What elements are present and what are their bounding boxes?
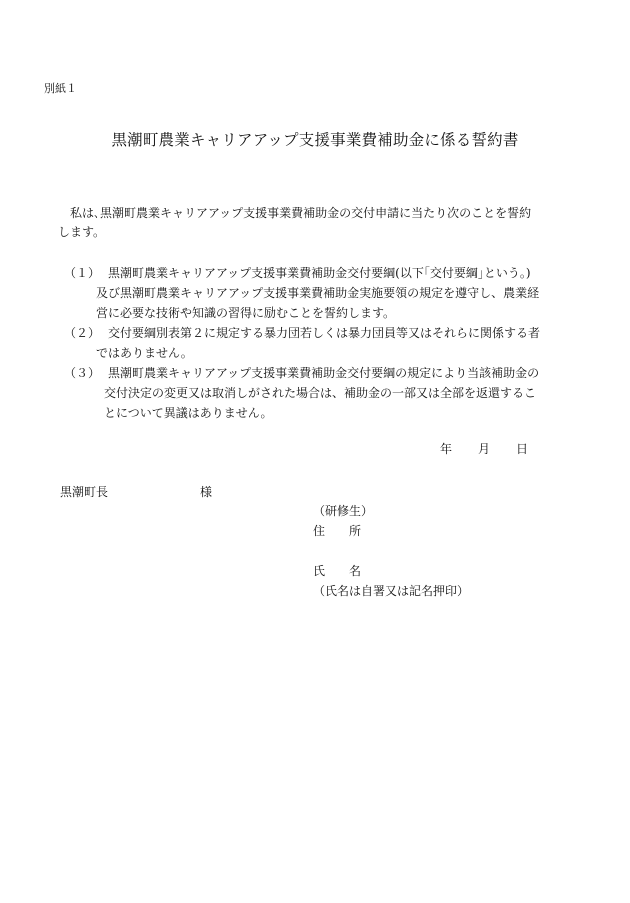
date-year-label: 年 bbox=[440, 442, 453, 456]
item-line: 営に必要な技術や知識の習得に励むことを誓約します。 bbox=[96, 306, 396, 320]
item-line: 交付要綱別表第２に規定する暴力団若しくは暴力団員等又はそれらに関係する者 bbox=[108, 326, 541, 340]
item-line: とについて異議はありません。 bbox=[104, 406, 273, 420]
item-line: 黒潮町農業キャリアアップ支援事業費補助金交付要綱(以下｢交付要綱｣という。) bbox=[108, 266, 531, 280]
name-label: 氏 名 bbox=[313, 564, 362, 578]
item-line: ではありません。 bbox=[96, 346, 193, 360]
date-day-label: 日 bbox=[516, 442, 529, 456]
addressee-name: 黒潮町長 bbox=[60, 485, 109, 499]
intro-line: 私は､黒潮町農業キャリアアップ支援事業費補助金の交付申請に当たり次のことを誓約 bbox=[70, 206, 532, 220]
document-title: 黒潮町農業キャリアアップ支援事業費補助金に係る誓約書 bbox=[111, 131, 519, 149]
item-number: （２） bbox=[64, 326, 101, 340]
item-number: （３） bbox=[64, 366, 101, 380]
date-month-label: 月 bbox=[478, 442, 491, 456]
address-label: 住 所 bbox=[313, 524, 362, 538]
item-line: 黒潮町農業キャリアアップ支援事業費補助金交付要綱の規定により当該補助金の bbox=[108, 366, 540, 380]
item-line: 交付決定の変更又は取消しがされた場合は、補助金の一部又は全部を返還するこ bbox=[104, 386, 537, 400]
name-note: （氏名は自署又は記名押印） bbox=[313, 584, 470, 598]
page-label: 別紙１ bbox=[44, 82, 77, 95]
applicant-role-label: （研修生） bbox=[313, 504, 374, 518]
addressee-honorific: 様 bbox=[200, 485, 213, 499]
intro-line: します。 bbox=[58, 225, 106, 239]
item-line: 及び黒潮町農業キャリアアップ支援事業費補助金実施要領の規定を遵守し、農業経 bbox=[96, 286, 540, 300]
item-number: （１） bbox=[64, 266, 101, 280]
